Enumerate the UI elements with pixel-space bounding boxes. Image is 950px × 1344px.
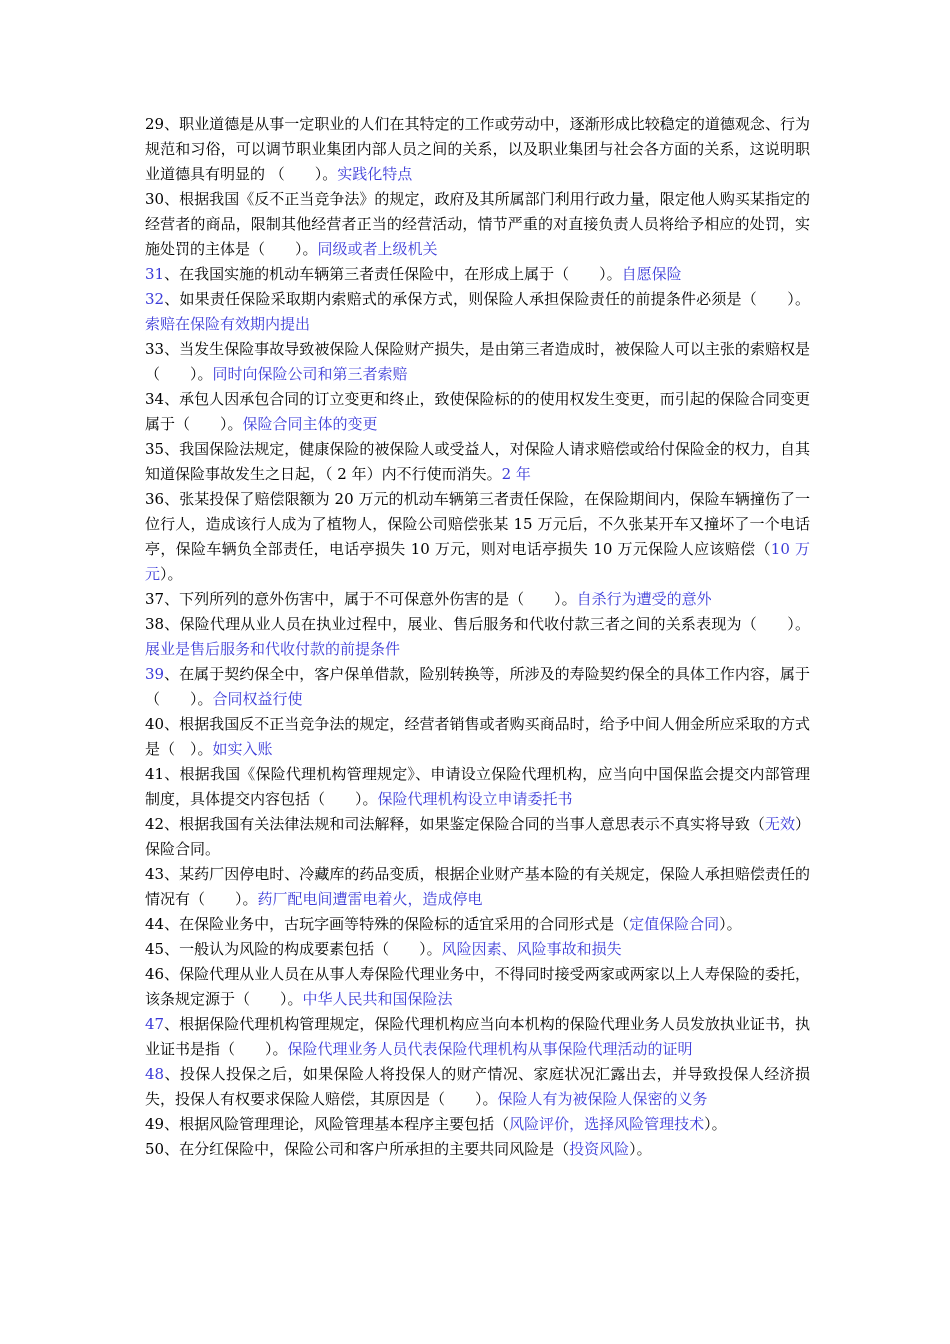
question-item [145, 1012, 810, 1062]
question-item [145, 587, 810, 612]
question-text: 、根据我国《反不正当竞争法》的规定，政府及其所属部门利用行政力量，限定他人购买某指定的经营者的商品，限制其他经营者正当的经营活动，情节严重的对直接负责人员将给予相应的处罚，实施处罚的主体是（ ）。 [145, 190, 810, 258]
answer-text: 中华人民共和国保险法 [302, 990, 453, 1008]
question-number: 42 [145, 815, 165, 833]
question-number: 40 [145, 715, 165, 733]
question-text: 、当发生保险事故导致被保险人保险财产损失，是由第三者造成时，被保险人可以主张的索赔权是（ ）。 [145, 340, 810, 383]
question-number: 47 [145, 1015, 165, 1033]
question-number: 29 [145, 115, 165, 133]
question-text: 、根据我国《保险代理机构管理规定》、申请设立保险代理机构，应当向中国保监会提交内部管理制度，具体提交内容包括（ ）。 [145, 765, 810, 808]
question-item [145, 712, 810, 762]
question-number: 46 [145, 965, 165, 983]
question-number: 39 [145, 665, 165, 683]
answer-text: 同级或者上级机关 [317, 240, 438, 258]
question-text: 、张某投保了赔偿限额为 20 万元的机动车辆第三者责任保险，在保险期间内，保险车辆撞伤了一位行人，造成该行人成为了植物人，保险公司赔偿张某 15 万元后，不久张某开车又撞坏了一个电话亭，保险车辆负全部责任，电话亭损失 10 万元，则对电话亭损失 10 万元保险人应该赔偿（ [145, 490, 810, 558]
question-number: 33 [145, 340, 165, 358]
question-item [145, 937, 810, 962]
question-text: 、投保人投保之后，如果保险人将投保人的财产情况、家庭状况汇露出去，并导致投保人经济损失，投保人有权要求保险人赔偿，其原因是（ ）。 [145, 1065, 810, 1108]
question-number: 43 [145, 865, 165, 883]
question-number: 34 [145, 390, 165, 408]
question-item [145, 662, 810, 712]
answer-text: 如实入账 [212, 740, 273, 758]
question-item [145, 287, 810, 337]
question-item [145, 187, 810, 262]
question-text: 、下列所列的意外伤害中，属于不可保意外伤害的是（ ）。 [164, 590, 577, 608]
answer-text: 10 万元 [145, 540, 810, 583]
question-number: 48 [145, 1065, 165, 1083]
question-item [145, 1137, 810, 1162]
question-item [145, 487, 810, 587]
answer-text: 无效 [764, 815, 795, 833]
answer-text: 实践化特点 [337, 165, 413, 183]
document-body [145, 112, 810, 1162]
answer-text: 索赔在保险有效期内提出 [145, 315, 311, 333]
question-text: 、某药厂因停电时、冷藏库的药品变质，根据企业财产基本险的有关规定，保险人承担赔偿责任的情况有（ ）。 [145, 865, 810, 908]
question-text: ）。 [160, 565, 183, 583]
question-item [145, 437, 810, 487]
question-number: 50 [145, 1140, 165, 1158]
answer-text: 投资风险 [569, 1140, 630, 1158]
question-text: 、承包人因承包合同的订立变更和终止，致使保险标的的使用权发生变更，而引起的保险合同变更属于（ ）。 [145, 390, 810, 433]
question-text: 、根据我国反不正当竞争法的规定，经营者销售或者购买商品时，给予中间人佣金所应采取的方式是（ ）。 [145, 715, 810, 758]
question-item [145, 612, 810, 662]
question-text: 、在我国实施的机动车辆第三者责任保险中，在形成上属于（ ）。 [164, 265, 622, 283]
question-number: 41 [145, 765, 165, 783]
answer-text: 2 年 [501, 465, 531, 483]
question-number: 35 [145, 440, 165, 458]
question-text: ）保险合同。 [145, 815, 810, 858]
question-item [145, 862, 810, 912]
answer-text: 保险合同主体的变更 [242, 415, 378, 433]
question-number: 31 [145, 265, 165, 283]
question-item [145, 812, 810, 862]
answer-text: 保险人有为被保险人保密的义务 [497, 1090, 708, 1108]
answer-text: 自愿保险 [621, 265, 682, 283]
question-item [145, 262, 810, 287]
question-number: 38 [145, 615, 165, 633]
answer-text: 风险评价，选择风险管理技术 [509, 1115, 705, 1133]
question-number: 44 [145, 915, 165, 933]
question-text: ）。 [719, 915, 742, 933]
question-text: 、如果责任保险采取期内索赔式的承保方式，则保险人承担保险责任的前提条件必须是（ ）。 [164, 290, 810, 308]
question-number: 36 [145, 490, 165, 508]
question-number: 30 [145, 190, 165, 208]
question-text: 、根据我国有关法律法规和司法解释，如果鉴定保险合同的当事人意思表示不真实将导致（ [164, 815, 765, 833]
question-item [145, 762, 810, 812]
answer-text: 自杀行为遭受的意外 [576, 590, 712, 608]
question-text: 、根据保险代理机构管理规定，保险代理机构应当向本机构的保险代理业务人员发放执业证书，执业证书是指（ ）。 [145, 1015, 810, 1058]
question-text: 、在属于契约保全中，客户保单借款，险别转换等，所涉及的寿险契约保全的具体工作内容，属于（ ）。 [145, 665, 810, 708]
question-text: 、保险代理从业人员在从事人寿保险代理业务中，不得同时接受两家或两家以上人寿保险的委托，该条规定源于（ ）。 [145, 965, 810, 1008]
question-number: 49 [145, 1115, 165, 1133]
question-text: 、我国保险法规定，健康保险的被保险人或受益人，对保险人请求赔偿或给付保险金的权力，自其知道保险事故发生之日起，（ 2 年）内不行使而消失。 [145, 440, 810, 483]
question-item [145, 1062, 810, 1112]
answer-text: 保险代理业务人员代表保险代理机构从事保险代理活动的证明 [287, 1040, 693, 1058]
answer-text: 定值保险合同 [629, 915, 720, 933]
question-text: 、在分红保险中，保险公司和客户所承担的主要共同风险是（ [164, 1140, 570, 1158]
answer-text: 保险代理机构设立申请委托书 [377, 790, 573, 808]
answer-text: 药厂配电间遭雷电着火，造成停电 [257, 890, 483, 908]
answer-text: 同时向保险公司和第三者索赔 [212, 365, 408, 383]
question-text: 、保险代理从业人员在执业过程中，展业、售后服务和代收付款三者之间的关系表现为（ ）。 [164, 615, 810, 633]
answer-text: 展业是售后服务和代收付款的前提条件 [145, 640, 401, 658]
question-text: ）。 [629, 1140, 652, 1158]
question-item [145, 112, 810, 187]
question-item [145, 912, 810, 937]
question-text: 、职业道德是从事一定职业的人们在其特定的工作或劳动中，逐渐形成比较稳定的道德观念、行为规范和习俗，可以调节职业集团内部人员之间的关系，以及职业集团与社会各方面的关系，这说明职业道德具有明显的 （ ）。 [145, 115, 810, 183]
question-number: 37 [145, 590, 165, 608]
question-item [145, 387, 810, 437]
question-number: 45 [145, 940, 165, 958]
question-text: ）。 [704, 1115, 727, 1133]
question-text: 、一般认为风险的构成要素包括（ ）。 [164, 940, 442, 958]
question-item [145, 337, 810, 387]
question-item [145, 1112, 810, 1137]
question-text: 、在保险业务中，古玩字画等特殊的保险标的适宜采用的合同形式是（ [164, 915, 630, 933]
question-text: 、根据风险管理理论，风险管理基本程序主要包括（ [164, 1115, 510, 1133]
answer-text: 风险因素、风险事故和损失 [441, 940, 622, 958]
question-number: 32 [145, 290, 165, 308]
answer-text: 合同权益行使 [212, 690, 303, 708]
question-item [145, 962, 810, 1012]
